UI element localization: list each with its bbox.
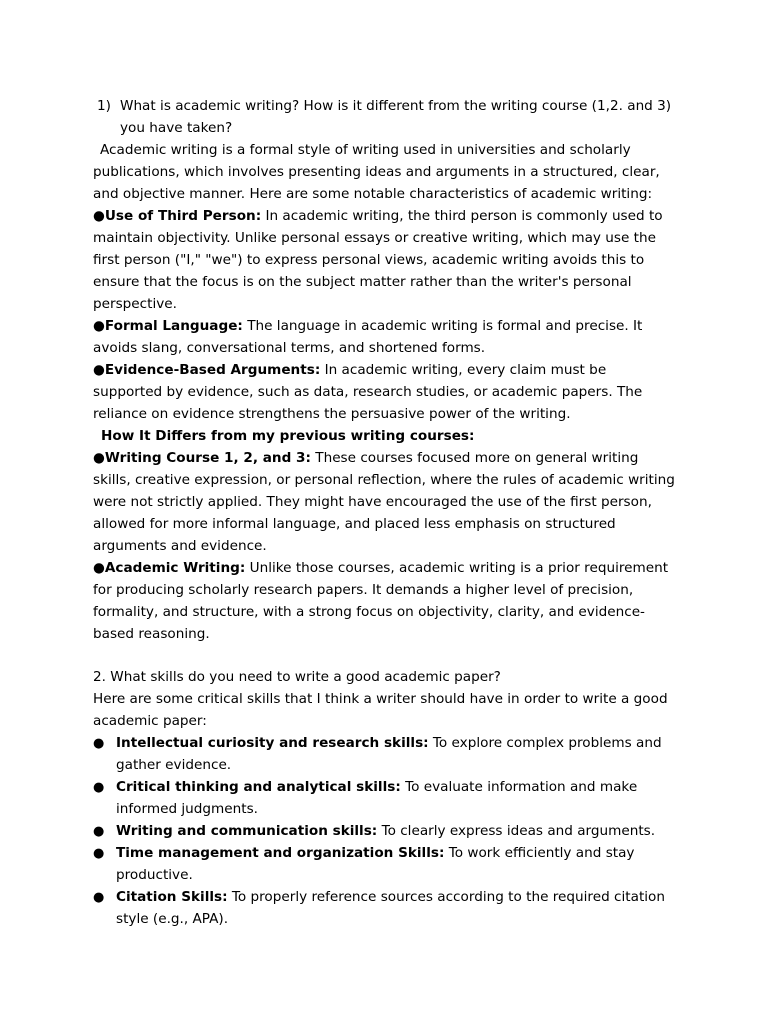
- skill-1-line-2: gather evidence.: [116, 757, 232, 773]
- third-person-line-4: ensure that the focus is on the subject matter rather than the writer's personal: [93, 274, 632, 290]
- skill-5-heading: Citation Skills:: [116, 889, 228, 905]
- intro-line-3: and objective manner. Here are some notable characteristics of academic writing:: [93, 186, 653, 202]
- third-person-line-3: first person ("I," "we") to express personal views, academic writing avoids this to: [93, 252, 645, 268]
- bullet-icon: ●: [93, 846, 105, 861]
- formal-language-line-1: [93, 317, 642, 335]
- formal-language-heading: Formal Language:: [104, 318, 243, 334]
- evidence-line-2: supported by evidence, such as data, research studies, or academic papers. The: [93, 384, 643, 400]
- skill-4-text: To work efficiently and stay: [444, 845, 635, 861]
- skill-5-text: To properly reference sources according to the required citation: [227, 889, 665, 905]
- bullet-icon: ●: [93, 780, 105, 795]
- skill-1-line-1: [116, 734, 662, 752]
- third-person-heading: Use of Third Person:: [104, 208, 262, 224]
- question-2: 2. What skills do you need to write a good academic paper?: [93, 669, 501, 685]
- writing-course-line-5: arguments and evidence.: [93, 538, 267, 554]
- third-person-line-1: [93, 207, 663, 225]
- intro-line-2: publications, which involves presenting ideas and arguments in a structured, clear,: [93, 164, 660, 180]
- question-1-number: 1): [97, 98, 111, 114]
- skill-4-heading: Time management and organization Skills:: [116, 845, 445, 861]
- skill-5-line-2: style (e.g., APA).: [116, 911, 229, 927]
- skill-5-line-1: [116, 888, 665, 906]
- skill-2-heading: Critical thinking and analytical skills:: [116, 779, 401, 795]
- question-2-intro-line-2: academic paper:: [93, 713, 207, 729]
- bullet-icon: ●: [93, 450, 105, 466]
- third-person-line-5: perspective.: [93, 296, 177, 312]
- bullet-icon: ●: [93, 824, 105, 839]
- skill-1-text: To explore complex problems and: [428, 735, 662, 751]
- writing-course-text: These courses focused more on general writing: [310, 450, 639, 466]
- academic-writing-line-3: formality, and structure, with a strong focus on objectivity, clarity, and evidence-: [93, 604, 645, 620]
- evidence-heading: Evidence-Based Arguments:: [104, 362, 321, 378]
- academic-writing-heading: Academic Writing:: [104, 560, 246, 576]
- skill-2-line-2: informed judgments.: [116, 801, 259, 817]
- question-1-line-1: What is academic writing? How is it different from the writing course (1,2. and 3): [120, 98, 672, 114]
- writing-course-heading: Writing Course 1, 2, and 3:: [104, 450, 311, 466]
- evidence-text: In academic writing, every claim must be: [320, 362, 607, 378]
- academic-writing-line-4: based reasoning.: [93, 626, 210, 642]
- evidence-line-3: reliance on evidence strengthens the persuasive power of the writing.: [93, 406, 571, 422]
- bullet-icon: ●: [93, 560, 105, 576]
- skill-3-text: To clearly express ideas and arguments.: [377, 823, 656, 839]
- writing-course-line-4: allowed for more informal language, and placed less emphasis on structured: [93, 516, 616, 532]
- writing-course-line-3: were not strictly applied. They might have encouraged the use of the first person,: [93, 494, 652, 510]
- writing-course-line-1: [93, 449, 638, 467]
- skill-4-line-2: productive.: [116, 867, 193, 883]
- formal-language-text: The language in academic writing is formal and precise. It: [242, 318, 643, 334]
- bullet-icon: ●: [93, 208, 105, 224]
- academic-writing-text: Unlike those courses, academic writing is a prior requirement: [245, 560, 669, 576]
- evidence-line-1: [93, 361, 606, 379]
- skill-3-heading: Writing and communication skills:: [116, 823, 378, 839]
- formal-language-line-2: avoids slang, conversational terms, and shortened forms.: [93, 340, 486, 356]
- third-person-line-2: maintain objectivity. Unlike personal essays or creative writing, which may use the: [93, 230, 656, 246]
- question-1-line-2: you have taken?: [120, 120, 233, 136]
- differs-heading: How It Differs from my previous writing courses:: [101, 428, 475, 444]
- skill-1-heading: Intellectual curiosity and research skills:: [116, 735, 429, 751]
- academic-writing-line-1: [93, 559, 668, 577]
- bullet-icon: ●: [93, 362, 105, 378]
- skill-2-text: To evaluate information and make: [400, 779, 638, 795]
- skill-2-line-1: [116, 778, 637, 796]
- question-2-intro-line-1: Here are some critical skills that I think a writer should have in order to write a good: [93, 691, 668, 707]
- writing-course-line-2: skills, creative expression, or personal reflection, where the rules of academic writing: [93, 472, 675, 488]
- bullet-icon: ●: [93, 736, 105, 751]
- bullet-icon: ●: [93, 318, 105, 334]
- skill-4-line-1: [116, 844, 634, 862]
- academic-writing-line-2: for producing scholarly research papers. It demands a higher level of precision,: [93, 582, 634, 598]
- third-person-text: In academic writing, the third person is commonly used to: [261, 208, 663, 224]
- skill-3-line-1: [116, 822, 655, 840]
- intro-line-1: Academic writing is a formal style of writing used in universities and scholarly: [100, 142, 631, 158]
- bullet-icon: ●: [93, 890, 105, 905]
